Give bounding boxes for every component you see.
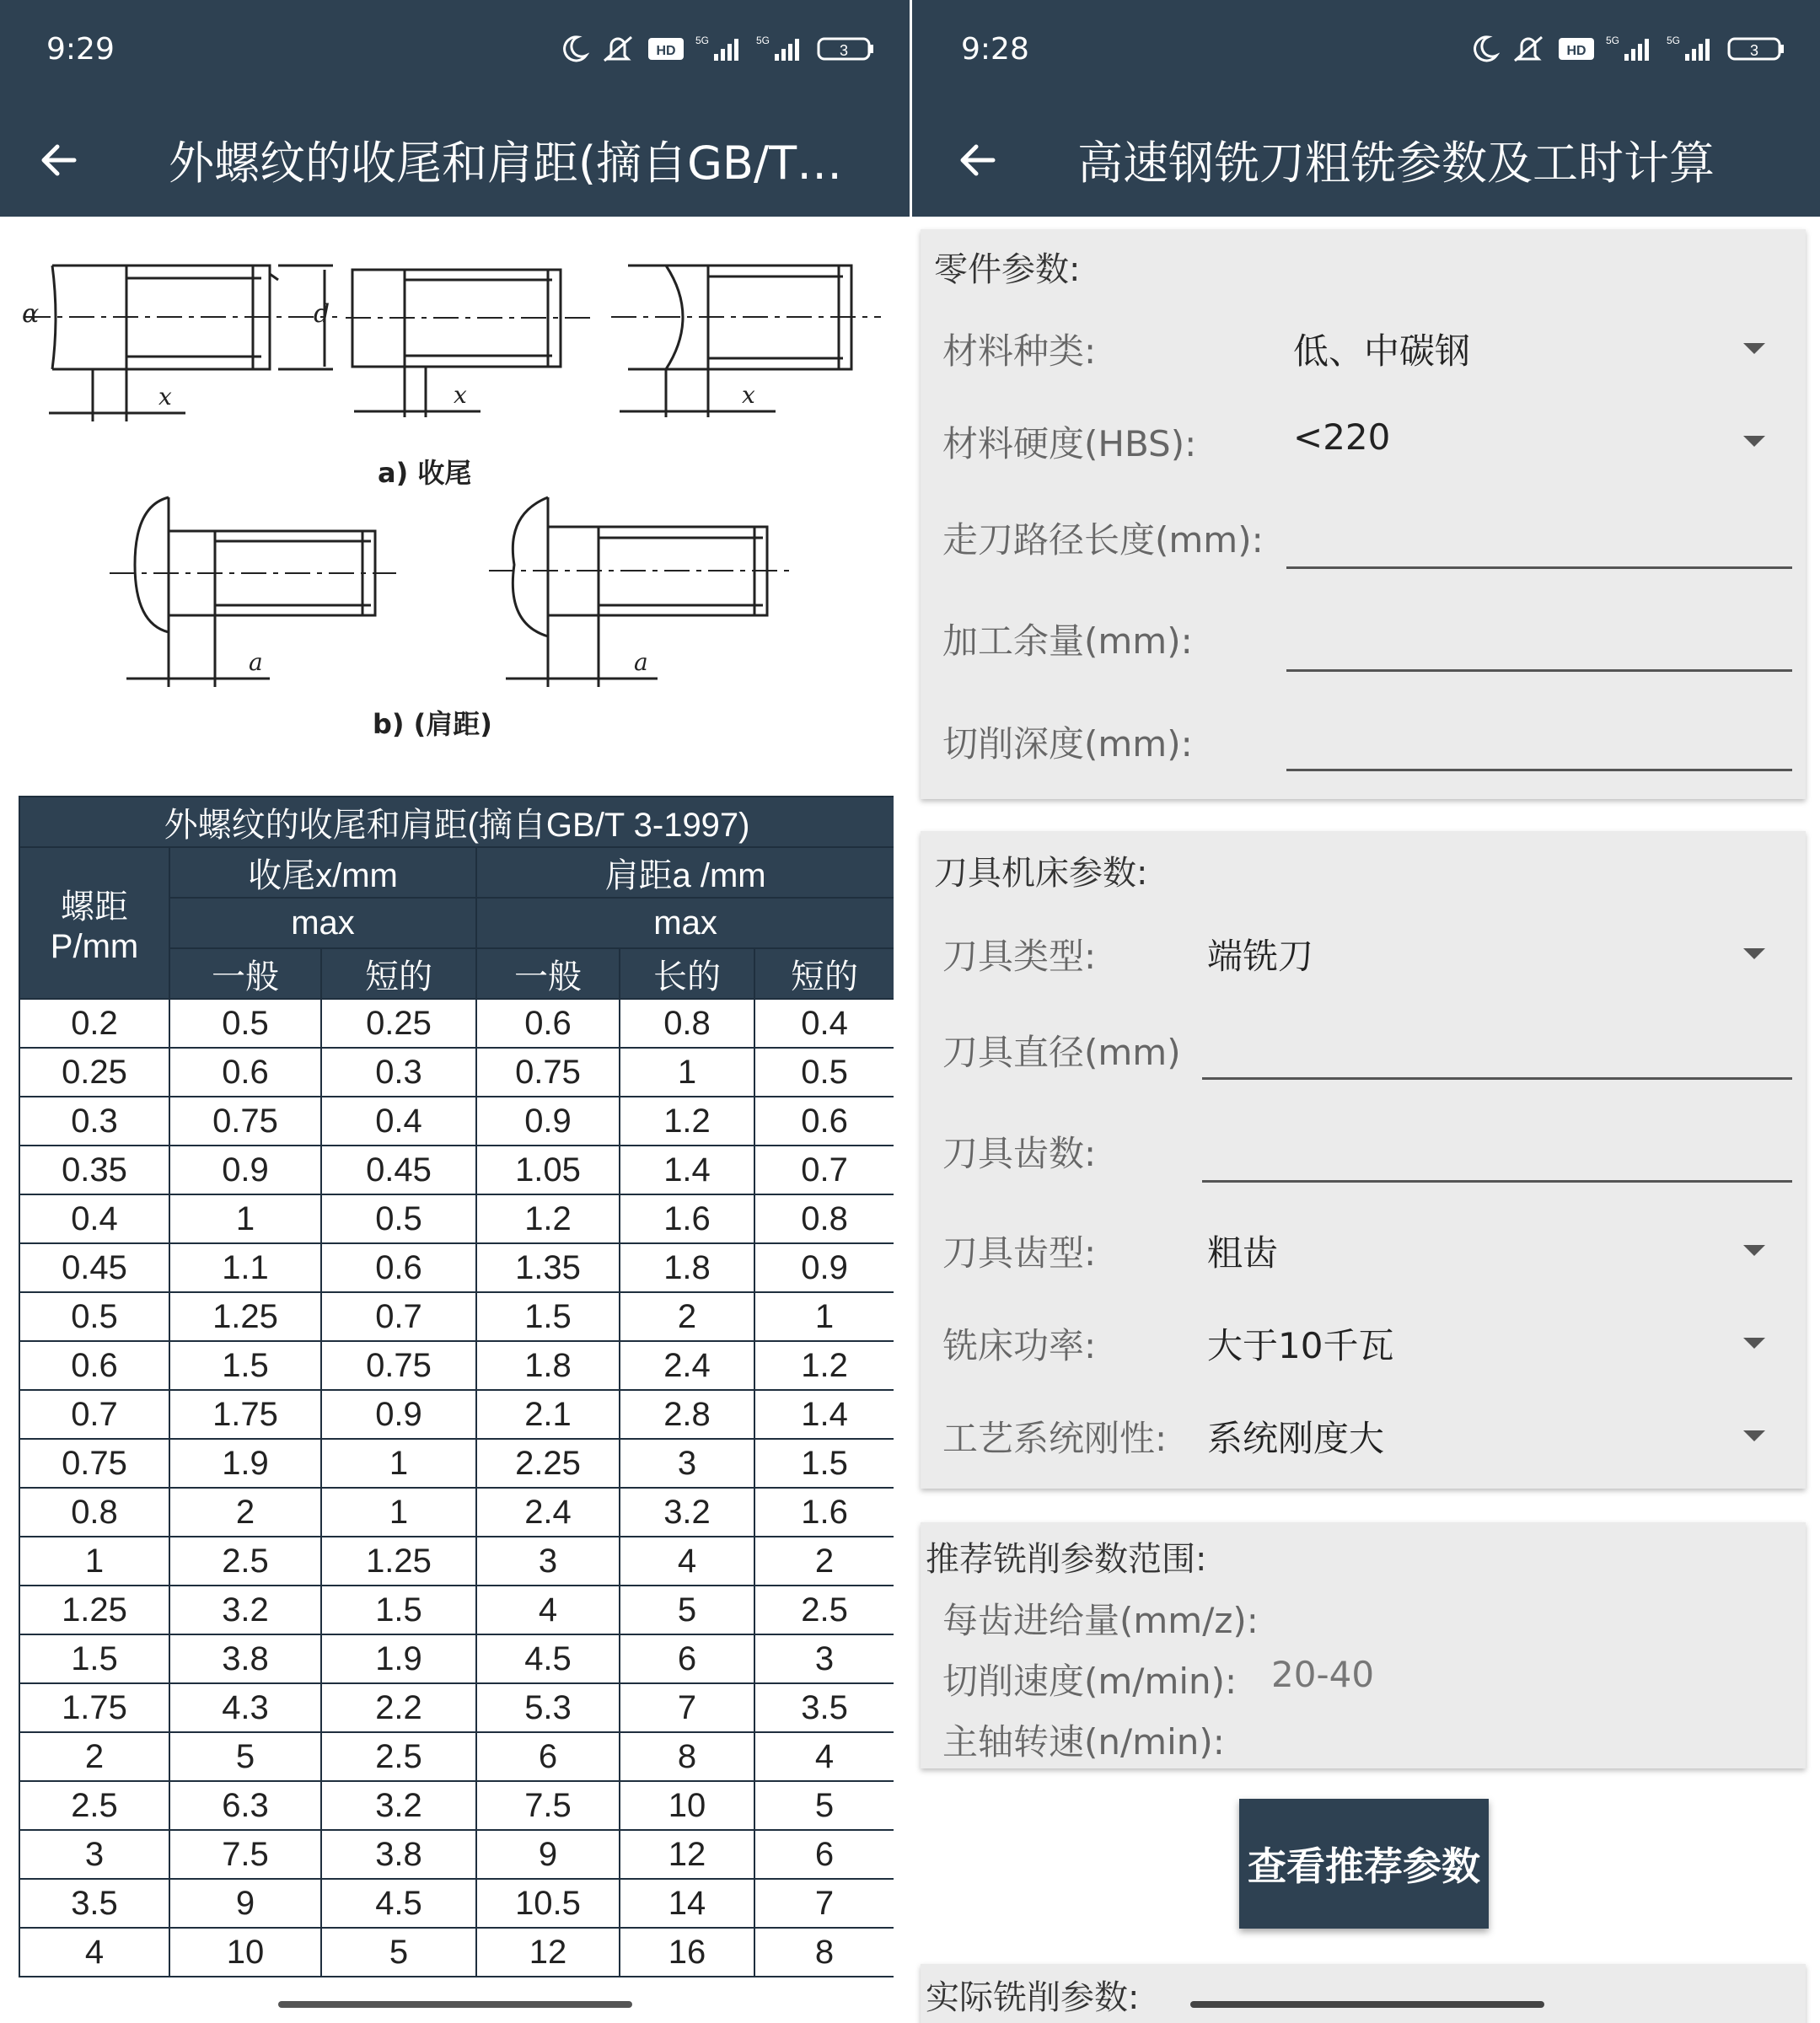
table-cell: 1.75 — [169, 1390, 321, 1439]
mute-vibrate-icon — [1510, 34, 1547, 64]
material-label: 材料种类: — [942, 330, 1097, 372]
status-bar — [0, 0, 910, 105]
diagram-label-a1: a — [249, 648, 263, 676]
table-cell: 5.3 — [476, 1683, 620, 1732]
table-cell: 6.3 — [169, 1781, 321, 1830]
rigidity-label: 工艺系统刚性: — [942, 1418, 1168, 1459]
table-cell: 1 — [19, 1537, 169, 1586]
table-cell: 5 — [620, 1586, 754, 1634]
thread-table-container[interactable] — [19, 796, 894, 1986]
speed-label: 切削速度(m/min): — [942, 1661, 1237, 1702]
table-cell: 2.5 — [19, 1781, 169, 1830]
right-screen — [912, 0, 1820, 2023]
table-cell: 1.8 — [476, 1341, 620, 1390]
table-cell: 2.25 — [476, 1439, 620, 1488]
table-cell: 1.5 — [169, 1341, 321, 1390]
table-cell: 12 — [476, 1928, 620, 1977]
recommend-heading: 推荐铣削参数范围: — [926, 1540, 1207, 1579]
table-cell: 0.75 — [19, 1439, 169, 1488]
table-cell: 1 — [620, 1048, 754, 1097]
table-cell: 1.2 — [476, 1194, 620, 1243]
table-cell: 0.7 — [19, 1390, 169, 1439]
thread-diagram — [0, 228, 894, 767]
table-cell: 0.5 — [321, 1194, 476, 1243]
diagram-label-x3: x — [742, 381, 755, 409]
table-row — [19, 1243, 894, 1292]
machine-power-label: 铣床功率: — [942, 1325, 1097, 1366]
allowance-label: 加工余量(mm): — [942, 620, 1193, 662]
mute-vibrate-icon — [599, 34, 636, 64]
table-row — [19, 1683, 894, 1732]
table-cell: 1.6 — [620, 1194, 754, 1243]
tool-heading: 刀具机床参数: — [934, 854, 1148, 893]
table-row — [19, 1292, 894, 1341]
battery-icon — [1727, 34, 1786, 64]
moon-icon — [559, 34, 589, 64]
table-cell: 2 — [754, 1537, 894, 1586]
table-row — [19, 999, 894, 1048]
table-cell: 3.5 — [19, 1879, 169, 1928]
app-bar — [912, 105, 1820, 217]
table-cell: 2 — [19, 1732, 169, 1781]
table-row — [19, 1879, 894, 1928]
table-cell: 1.2 — [754, 1341, 894, 1390]
table-cell: 8 — [620, 1732, 754, 1781]
table-row — [19, 1732, 894, 1781]
table-cell: 0.25 — [19, 1048, 169, 1097]
tooth-type-label: 刀具齿型: — [942, 1232, 1097, 1274]
battery-icon — [817, 34, 876, 64]
table-row — [19, 1341, 894, 1390]
table-row — [19, 1928, 894, 1977]
table-cell: 0.6 — [476, 999, 620, 1048]
table-cell: 0.45 — [19, 1243, 169, 1292]
battery-level: 3 — [839, 42, 849, 59]
header-short-tail: 短的 — [321, 948, 476, 999]
table-row — [19, 1439, 894, 1488]
table-cell: 7 — [754, 1879, 894, 1928]
part-params-card — [921, 229, 1806, 799]
diagram-label-d: d — [314, 299, 330, 329]
table-cell: 1.25 — [321, 1537, 476, 1586]
table-cell: 0.6 — [754, 1097, 894, 1146]
table-cell: 14 — [620, 1879, 754, 1928]
header-general-shoulder: 一般 — [476, 948, 620, 999]
status-time: 9:28 — [961, 32, 1029, 67]
status-icons — [559, 34, 876, 64]
tool-diameter-underline — [1202, 1077, 1792, 1080]
table-cell: 0.9 — [754, 1243, 894, 1292]
back-arrow-icon[interactable] — [34, 135, 93, 185]
hardness-label: 材料硬度(HBS): — [942, 423, 1197, 464]
table-cell: 1.8 — [620, 1243, 754, 1292]
signal-5g-icon-1 — [1606, 34, 1656, 64]
cut-depth-label: 切削深度(mm): — [942, 723, 1193, 765]
table-cell: 0.3 — [321, 1048, 476, 1097]
table-cell: 2.8 — [620, 1390, 754, 1439]
table-body — [19, 999, 894, 1977]
table-cell: 0.6 — [169, 1048, 321, 1097]
table-row — [19, 1488, 894, 1537]
table-cell: 4 — [754, 1732, 894, 1781]
status-icons — [1469, 34, 1786, 64]
table-title: 外螺纹的收尾和肩距(摘自GB/T 3-1997) — [19, 797, 894, 847]
table-cell: 1 — [321, 1488, 476, 1537]
table-cell: 0.4 — [754, 999, 894, 1048]
actual-params-card — [921, 1964, 1806, 2023]
table-cell: 2 — [169, 1488, 321, 1537]
table-cell: 16 — [620, 1928, 754, 1977]
table-cell: 1.5 — [476, 1292, 620, 1341]
thread-table — [19, 796, 894, 1977]
svg-text:5G: 5G — [1606, 35, 1620, 46]
path-length-underline — [1286, 566, 1792, 569]
signal-5g-icon-1 — [695, 34, 746, 64]
table-cell: 0.7 — [754, 1146, 894, 1194]
table-cell: 0.45 — [321, 1146, 476, 1194]
table-cell: 3 — [476, 1537, 620, 1586]
table-row — [19, 1634, 894, 1683]
header-pitch: 螺距 P/mm — [19, 847, 169, 999]
table-cell: 4.5 — [476, 1634, 620, 1683]
dropdown-caret-icon — [1743, 1245, 1765, 1256]
table-cell: 3 — [754, 1634, 894, 1683]
table-cell: 1.9 — [321, 1634, 476, 1683]
signal-5g-icon-2 — [756, 34, 807, 64]
table-cell: 8 — [754, 1928, 894, 1977]
page-title: 外螺纹的收尾和肩距(摘自GB/T… — [169, 137, 843, 190]
table-cell: 0.8 — [19, 1488, 169, 1537]
tooth-type-value: 粗齿 — [1207, 1232, 1279, 1274]
table-cell: 0.6 — [321, 1243, 476, 1292]
table-cell: 6 — [476, 1732, 620, 1781]
table-cell: 1.9 — [169, 1439, 321, 1488]
actual-heading: 实际铣削参数: — [926, 1978, 1140, 2017]
table-cell: 7 — [620, 1683, 754, 1732]
table-cell: 2.2 — [321, 1683, 476, 1732]
table-cell: 0.5 — [169, 999, 321, 1048]
battery-level: 3 — [1749, 42, 1759, 59]
table-cell: 0.8 — [620, 999, 754, 1048]
table-cell: 3.8 — [169, 1634, 321, 1683]
allowance-underline — [1286, 669, 1792, 672]
table-cell: 1.35 — [476, 1243, 620, 1292]
table-cell: 1.4 — [620, 1146, 754, 1194]
table-cell: 2 — [620, 1292, 754, 1341]
table-cell: 0.4 — [19, 1194, 169, 1243]
diagram-label-a2: a — [634, 648, 648, 676]
table-cell: 1.25 — [169, 1292, 321, 1341]
table-cell: 4 — [476, 1586, 620, 1634]
status-bar — [912, 0, 1820, 105]
table-cell: 3 — [620, 1439, 754, 1488]
table-cell: 0.3 — [19, 1097, 169, 1146]
dropdown-caret-icon — [1743, 1430, 1765, 1441]
header-long-shoulder: 长的 — [620, 948, 754, 999]
speed-value: 20-40 — [1271, 1654, 1375, 1695]
table-cell: 0.25 — [321, 999, 476, 1048]
table-cell: 1.6 — [754, 1488, 894, 1537]
table-cell: 0.9 — [169, 1146, 321, 1194]
table-cell: 1.2 — [620, 1097, 754, 1146]
hd-icon — [1557, 35, 1596, 63]
dropdown-caret-icon — [1743, 343, 1765, 354]
part-heading: 零件参数: — [934, 250, 1081, 289]
hardness-value: <220 — [1293, 416, 1391, 458]
table-cell: 4 — [19, 1928, 169, 1977]
back-arrow-icon[interactable] — [953, 135, 1012, 185]
table-cell: 5 — [754, 1781, 894, 1830]
table-row — [19, 1537, 894, 1586]
caption-tail: a) 收尾 — [378, 457, 472, 489]
diagram-label-alpha: α — [22, 299, 40, 329]
table-cell: 0.75 — [476, 1048, 620, 1097]
table-cell: 9 — [169, 1879, 321, 1928]
table-cell: 0.9 — [476, 1097, 620, 1146]
diagram-label-x1: x — [158, 383, 172, 411]
table-cell: 1.1 — [169, 1243, 321, 1292]
table-cell: 0.2 — [19, 999, 169, 1048]
page-title: 高速钢铣刀粗铣参数及工时计算 — [1077, 137, 1715, 190]
hd-icon — [647, 35, 685, 63]
table-cell: 1 — [169, 1194, 321, 1243]
table-cell: 0.7 — [321, 1292, 476, 1341]
table-cell: 3.5 — [754, 1683, 894, 1732]
dropdown-caret-icon — [1743, 948, 1765, 959]
table-cell: 5 — [169, 1732, 321, 1781]
view-recommended-button[interactable]: 查看推荐参数 — [1239, 1799, 1489, 1929]
status-time: 9:29 — [46, 32, 115, 67]
table-row — [19, 1146, 894, 1194]
machine-power-value: 大于10千瓦 — [1207, 1325, 1394, 1366]
header-tail: 收尾x/mm — [169, 847, 476, 898]
header-max-shoulder: max — [476, 898, 894, 948]
signal-5g-icon-2 — [1667, 34, 1717, 64]
table-cell: 0.4 — [321, 1097, 476, 1146]
svg-text:HD: HD — [1566, 44, 1586, 58]
header-short-shoulder: 短的 — [754, 948, 894, 999]
table-row — [19, 1586, 894, 1634]
table-cell: 3 — [19, 1830, 169, 1879]
tool-diameter-label: 刀具直径(mm) — [942, 1032, 1181, 1073]
table-cell: 5 — [321, 1928, 476, 1977]
table-cell: 12 — [620, 1830, 754, 1879]
table-cell: 2.1 — [476, 1390, 620, 1439]
table-cell: 1.25 — [19, 1586, 169, 1634]
table-cell: 0.35 — [19, 1146, 169, 1194]
header-general-tail: 一般 — [169, 948, 321, 999]
table-cell: 3.8 — [321, 1830, 476, 1879]
table-row — [19, 1781, 894, 1830]
table-cell: 0.6 — [19, 1341, 169, 1390]
table-cell: 6 — [620, 1634, 754, 1683]
table-cell: 2.5 — [169, 1537, 321, 1586]
rigidity-value: 系统刚度大 — [1207, 1418, 1385, 1459]
table-cell: 7.5 — [476, 1781, 620, 1830]
table-row — [19, 1390, 894, 1439]
table-row — [19, 1194, 894, 1243]
table-cell: 0.5 — [754, 1048, 894, 1097]
table-cell: 4 — [620, 1537, 754, 1586]
feed-label: 每齿进给量(mm/z): — [942, 1600, 1259, 1641]
table-cell: 1.5 — [754, 1439, 894, 1488]
dropdown-caret-icon — [1743, 1338, 1765, 1349]
table-cell: 4.5 — [321, 1879, 476, 1928]
table-cell: 2.5 — [321, 1732, 476, 1781]
svg-text:5G: 5G — [695, 35, 710, 46]
table-cell: 10.5 — [476, 1879, 620, 1928]
tool-params-card — [921, 831, 1806, 1489]
table-cell: 4.3 — [169, 1683, 321, 1732]
table-row — [19, 1830, 894, 1879]
caption-shoulder: b) (肩距) — [373, 708, 492, 740]
svg-text:5G: 5G — [1667, 35, 1681, 46]
svg-text:HD: HD — [656, 44, 676, 58]
table-cell: 1 — [321, 1439, 476, 1488]
moon-icon — [1469, 34, 1500, 64]
material-value: 低、中碳钢 — [1293, 330, 1471, 372]
header-max-tail: max — [169, 898, 476, 948]
table-cell: 2.5 — [754, 1586, 894, 1634]
table-cell: 0.8 — [754, 1194, 894, 1243]
table-cell: 3.2 — [620, 1488, 754, 1537]
table-cell: 10 — [169, 1928, 321, 1977]
recommend-card — [921, 1522, 1806, 1768]
table-cell: 0.5 — [19, 1292, 169, 1341]
table-cell: 1.5 — [321, 1586, 476, 1634]
app-bar — [0, 105, 910, 217]
table-cell: 1.05 — [476, 1146, 620, 1194]
table-cell: 10 — [620, 1781, 754, 1830]
tool-teeth-underline — [1202, 1180, 1792, 1183]
table-row — [19, 1097, 894, 1146]
table-cell: 2.4 — [476, 1488, 620, 1537]
tool-teeth-label: 刀具齿数: — [942, 1133, 1097, 1174]
tool-type-label: 刀具类型: — [942, 936, 1097, 977]
table-cell: 1.4 — [754, 1390, 894, 1439]
table-cell: 1.75 — [19, 1683, 169, 1732]
table-cell: 3.2 — [169, 1586, 321, 1634]
table-cell: 0.9 — [321, 1390, 476, 1439]
nav-gesture-bar[interactable] — [278, 2001, 632, 2008]
table-cell: 6 — [754, 1830, 894, 1879]
tool-type-value: 端铣刀 — [1207, 936, 1314, 977]
table-cell: 3.2 — [321, 1781, 476, 1830]
path-length-label: 走刀路径长度(mm): — [942, 519, 1264, 561]
table-cell: 2.4 — [620, 1341, 754, 1390]
table-cell: 0.75 — [321, 1341, 476, 1390]
table-cell: 0.75 — [169, 1097, 321, 1146]
table-cell: 1.5 — [19, 1634, 169, 1683]
table-row — [19, 1048, 894, 1097]
table-cell: 1 — [754, 1292, 894, 1341]
dropdown-caret-icon — [1743, 436, 1765, 447]
table-cell: 7.5 — [169, 1830, 321, 1879]
header-shoulder: 肩距a /mm — [476, 847, 894, 898]
table-cell: 9 — [476, 1830, 620, 1879]
spindle-label: 主轴转速(n/min): — [942, 1721, 1225, 1763]
diagram-label-x2: x — [454, 381, 467, 409]
svg-text:5G: 5G — [756, 35, 770, 46]
cut-depth-underline — [1286, 769, 1792, 771]
nav-gesture-bar[interactable] — [1190, 2001, 1544, 2008]
